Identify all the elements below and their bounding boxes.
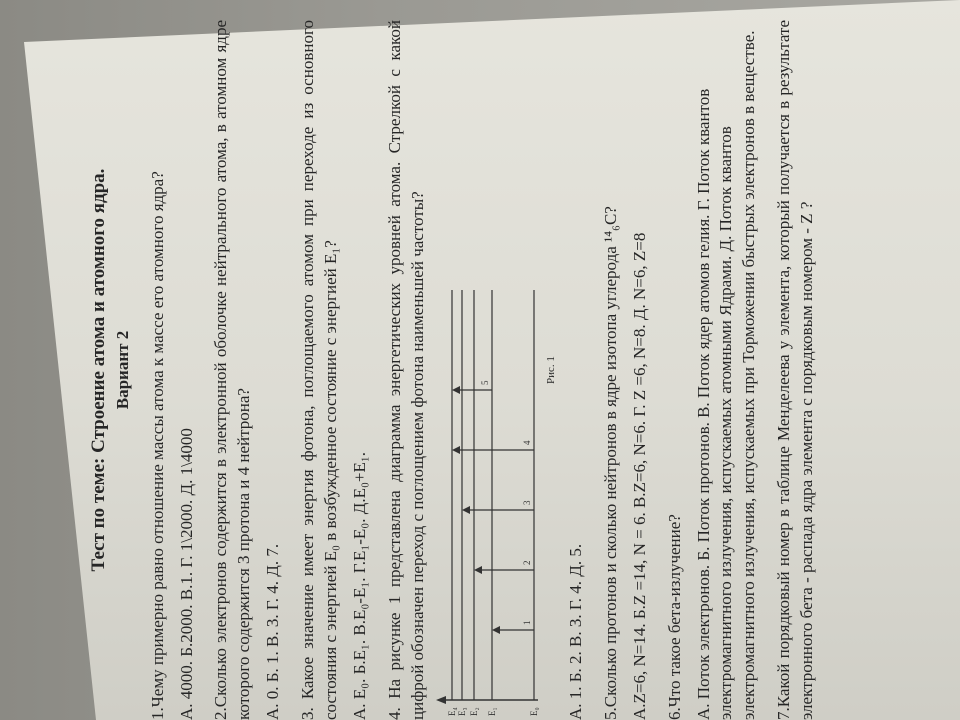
figure-caption: Рис. 1 — [544, 356, 557, 384]
test-page — [80, 20, 960, 720]
arrow-number-1: 1 — [521, 620, 532, 625]
label-e4: E₄ — [446, 707, 457, 716]
answers-2: А. 0. Б. 1. В. 3. Г. 4. Д. 7. — [263, 543, 283, 720]
label-e3: E₃ — [456, 707, 467, 716]
answers-1: А. 4000. Б.2000. В.1. Г. 1\2000. Д. 1\4000 — [176, 428, 196, 720]
arrow-number-3: 3 — [521, 500, 532, 505]
answers-6: А. Поток электронов. Б. Поток протонов. В. Поток ядер атомов гелия. Г. Поток квантов электромагнитного излучения, испускаемых атомными Ядрами. Д. Поток квантов электромагнитного излучения, испускаемых при Торможении быстрых электронов в веществе. — [693, 30, 759, 720]
label-e0: E₀ — [528, 707, 539, 716]
transition-arrowhead-1 — [492, 626, 500, 634]
arrow-number-2: 2 — [521, 560, 532, 565]
answers-4: А. 1. Б. 2. В. 3. Г. 4. Д. 5. — [565, 543, 585, 720]
question-2: 2.Сколько электронов содержится в электронной оболочке нейтрального атома, в атомном ядре которого содержится 3 протона и 4 нейтрона? — [211, 20, 254, 720]
transition-arrowhead-2 — [474, 566, 482, 574]
arrow-number-4: 4 — [521, 440, 532, 445]
transition-arrowhead-3 — [462, 506, 470, 514]
question-6: 6.Что такое бета-излучение? — [664, 514, 684, 720]
variant-label: Вариант 2 — [112, 330, 132, 410]
answers-3: А. E₀. Б.E₁. В.E₀-E₁. Г.E₁-E₀. Д.E₀+E₁. — [350, 451, 370, 720]
energy-level-diagram — [434, 20, 544, 720]
test-title: Тест по теме: Строение атома и атомного ядра. — [88, 168, 109, 572]
question-4: 4. На рисунке 1 представлена диаграмма энергетических уровней атома. Стрелкой с какой цифрой обозначен переход с поглощением фотона наименьшей частоты? — [385, 20, 428, 720]
question-5: 5.Сколько протонов и сколько нейтронов в ядре изотопа углерода ¹⁴₆С? — [600, 206, 620, 720]
question-1: 1.Чему примерно равно отношение массы атома к массе его атомного ядра? — [147, 171, 167, 720]
energy-axis-arrowhead — [436, 696, 446, 704]
answers-5: А.Z=6, N=14. Б.Z =14, N = 6. В.Z=6, N=6. Г. Z =6, N=8. Д. N=6, Z=8 — [629, 232, 649, 720]
label-e1: E₁ — [486, 707, 497, 716]
transition-arrowhead-4 — [452, 446, 460, 454]
transition-arrowhead-5 — [452, 386, 460, 394]
question-3: 3. Какое значение имеет энергия фотона, поглощаемого атомом при переходе из основного состояния с энергией E₀ в возбужденное состояние с энергией E₁? — [298, 20, 341, 720]
arrow-number-5: 5 — [479, 380, 490, 385]
label-e2: E₂ — [468, 707, 479, 716]
question-7: 7.Какой порядковый номер в таблице Менделеева у элемента, который получается в результате электронного бета - распада ядра элемента с порядковым номером - Z ? — [774, 20, 817, 720]
energy-diagram-svg — [434, 280, 544, 720]
